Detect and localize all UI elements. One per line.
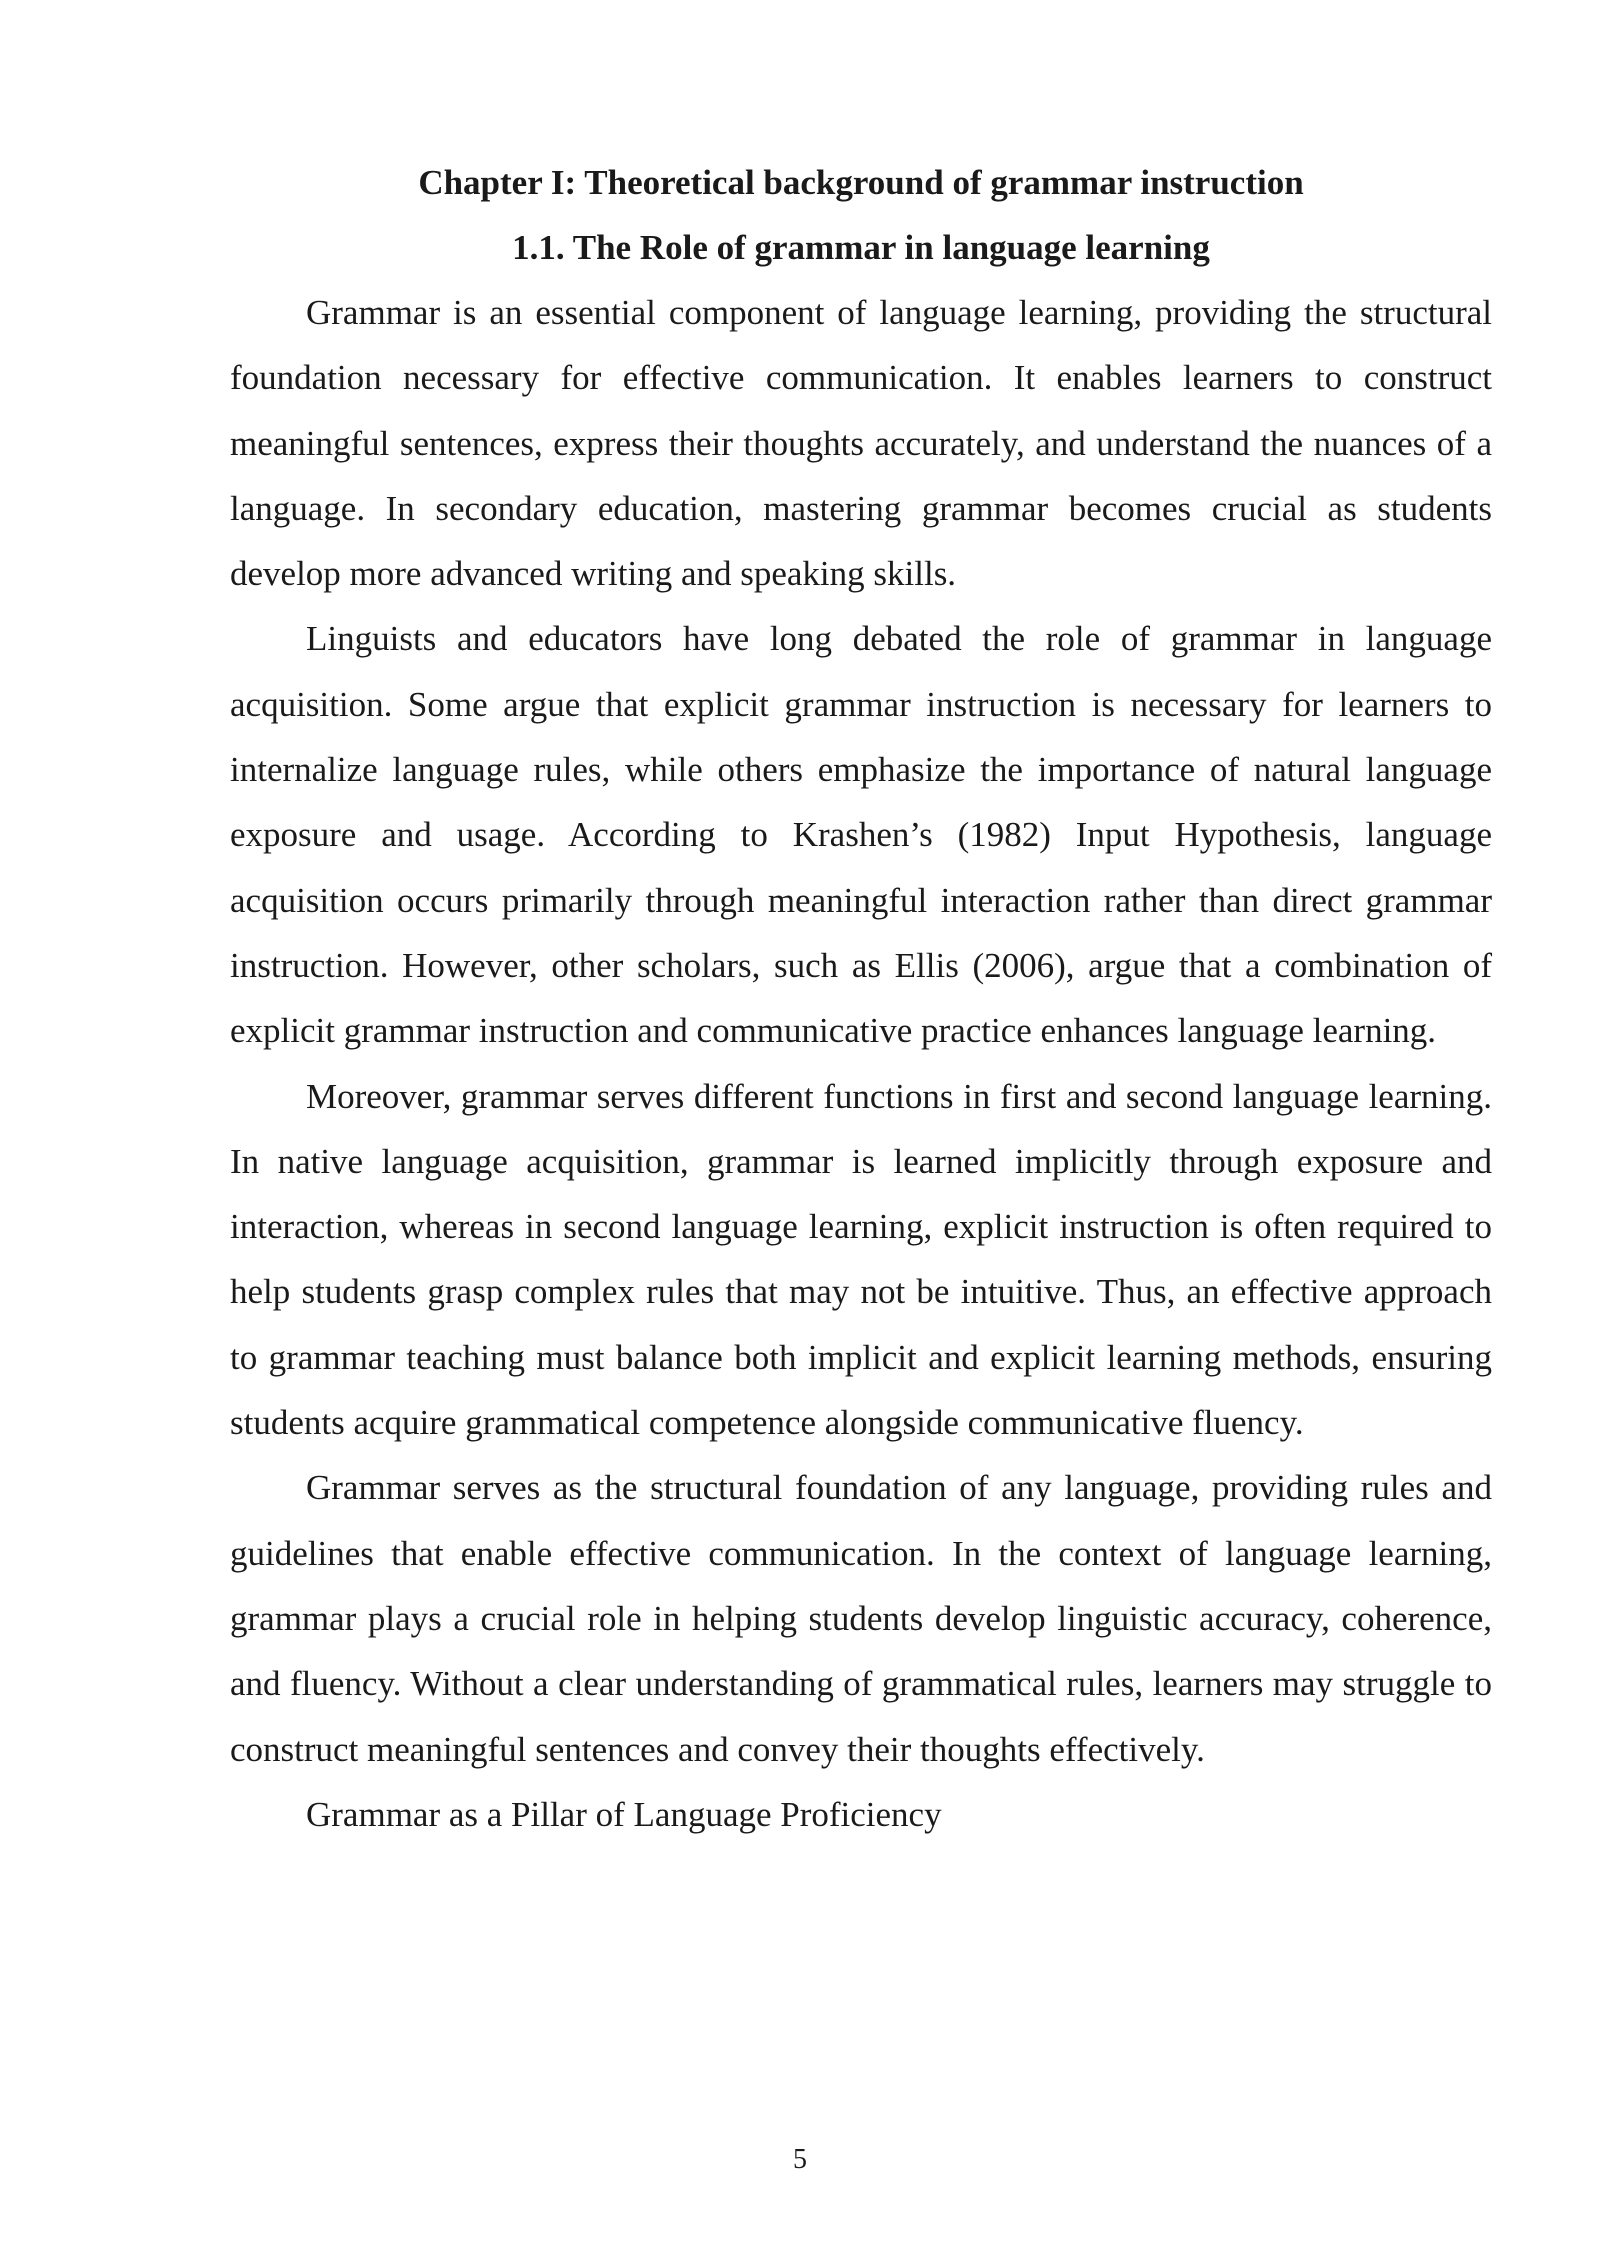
section-title: 1.1. The Role of grammar in language learning bbox=[512, 228, 1210, 267]
page-content bbox=[230, 150, 1492, 1847]
paragraph-3: Moreover, grammar serves different functions in first and second language learning. In native language acquisition, grammar is learned implicitly through exposure and interaction, whereas in second language learning, explicit instruction is often required to help students grasp complex rules that may not be intuitive. Thus, an effective approach to grammar teaching must balance both implicit and explicit learning methods, ensuring students acquire grammatical competence alongside communicative fluency. bbox=[230, 1076, 1492, 1443]
paragraph-2: Linguists and educators have long debated the role of grammar in language acquisition. Some argue that explicit grammar instruction is necessary for learners to internalize language rules, while others emphasize the importance of natural language exposure and usage. According to Krashen’s (1982) Input Hypothesis, language acquisition occurs primarily through meaningful interaction rather than direct grammar instruction. However, other scholars, such as Ellis (2006), argue that a combination of explicit grammar instruction and communicative practice enhances language learning. bbox=[230, 619, 1492, 1051]
paragraph-1: Grammar is an essential component of language learning, providing the structural foundation necessary for effective communication. It enables learners to construct meaningful sentences, express their thoughts accurately, and understand the nuances of a language. In secondary education, mastering grammar becomes crucial as students develop more advanced writing and speaking skills. bbox=[230, 293, 1492, 594]
paragraph-4: Grammar serves as the structural foundation of any language, providing rules and guidelines that enable effective communication. In the context of language learning, grammar plays a crucial role in helping students develop linguistic accuracy, coherence, and fluency. Without a clear understanding of grammatical rules, learners may struggle to construct meaningful sentences and convey their thoughts effectively. bbox=[230, 1468, 1492, 1769]
subsection-heading: Grammar as a Pillar of Language Proficiency bbox=[306, 1794, 942, 1834]
page-number: 5 bbox=[793, 2144, 807, 2175]
chapter-title: Chapter I: Theoretical background of grammar instruction bbox=[418, 163, 1304, 202]
